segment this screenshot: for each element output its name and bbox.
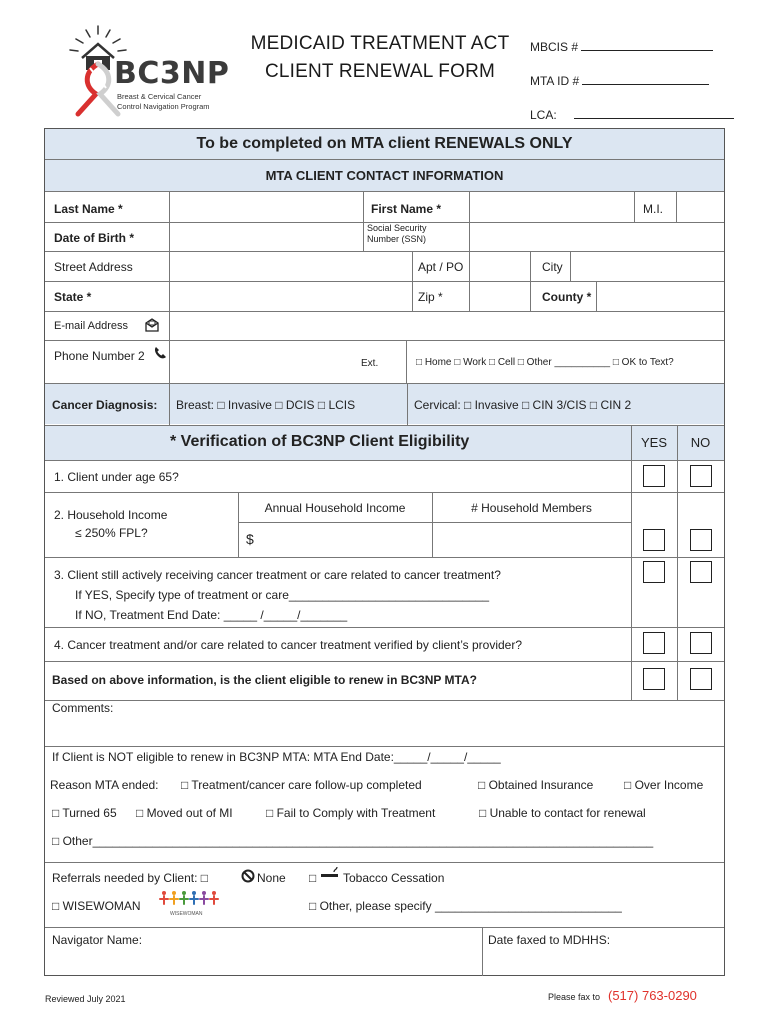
divider (45, 927, 724, 928)
q3-no-checkbox[interactable] (690, 561, 712, 583)
mbcis-input-line[interactable] (581, 39, 713, 51)
city-input[interactable] (571, 252, 724, 281)
last-name-input[interactable] (170, 192, 363, 222)
q2-yes-checkbox[interactable] (643, 529, 665, 551)
referral-tobacco-checkbox[interactable]: □ (309, 871, 317, 885)
referral-wisewoman[interactable]: □ WISEWOMAN (52, 899, 141, 913)
phone-input[interactable] (170, 341, 350, 383)
question-4: 4. Cancer treatment and/or care related to cancer treatment verified by client’s provider? (54, 638, 523, 652)
q1-no-checkbox[interactable] (690, 465, 712, 487)
street-input[interactable] (170, 252, 412, 281)
dob-input[interactable] (170, 223, 363, 251)
county-input[interactable] (597, 282, 724, 311)
divider (363, 191, 364, 251)
yes-column-header: YES (640, 435, 667, 450)
q3-yes-checkbox[interactable] (643, 561, 665, 583)
mbcis-field[interactable] (530, 39, 713, 54)
divider (45, 557, 724, 558)
household-members-label: # Household Members (471, 501, 592, 515)
reason-unable-to-contact[interactable]: □ Unable to contact for renewal (479, 806, 646, 820)
comments-label: Comments: (52, 701, 114, 715)
question-3-line-3[interactable]: If NO, Treatment End Date: _____ /_____/_______ (75, 608, 348, 622)
county-label: County * (542, 290, 592, 304)
ssn-input[interactable] (470, 223, 724, 251)
reason-over-income[interactable]: □ Over Income (624, 778, 704, 792)
divider (45, 492, 724, 493)
divider (45, 661, 724, 662)
q1-yes-checkbox[interactable] (643, 465, 665, 487)
q2-no-checkbox[interactable] (690, 529, 712, 551)
logo-subtitle-2: Control Navigation Program (117, 102, 210, 111)
date-faxed-label: Date faxed to MDHHS: (488, 933, 611, 947)
question-3-line-1: 3. Client still actively receiving cancer treatment or care related to cancer treatment? (54, 568, 501, 582)
cancer-diagnosis-label: Cancer Diagnosis: (52, 398, 158, 412)
envelope-icon (144, 317, 160, 333)
q4-no-checkbox[interactable] (690, 632, 712, 654)
divider (45, 383, 724, 384)
divider (45, 340, 724, 341)
navigator-name-label: Navigator Name: (52, 933, 143, 947)
contact-info-heading: MTA CLIENT CONTACT INFORMATION (265, 168, 504, 183)
zip-input[interactable] (470, 282, 530, 311)
divider (45, 460, 724, 461)
referral-tobacco-cessation[interactable]: Tobacco Cessation (343, 871, 445, 885)
phone-type-options[interactable]: □ Home □ Work □ Cell □ Other __________ □ OK to Text? (416, 357, 674, 368)
date-faxed-input[interactable] (483, 948, 723, 975)
fax-label: Please fax to (548, 992, 601, 1002)
last-name-label: Last Name * (54, 202, 123, 216)
reason-obtained-insurance[interactable]: □ Obtained Insurance (478, 778, 594, 792)
reason-other[interactable]: □ Other____________________________________________________________________________________ (52, 834, 654, 848)
lca-field[interactable] (530, 107, 734, 122)
wisewoman-logo-text: WISEWOMAN (170, 911, 203, 917)
fax-number: (517) 763-0290 (608, 988, 697, 1003)
dob-label: Date of Birth * (54, 231, 135, 245)
reason-label: Reason MTA ended: (50, 778, 159, 792)
divider (530, 251, 531, 311)
apt-label: Apt / PO (418, 260, 464, 274)
question-2-line-2: ≤ 250% FPL? (75, 526, 148, 540)
question-3-line-2[interactable]: If YES, Specify type of treatment or care______________________________ (75, 588, 490, 602)
divider (677, 425, 678, 701)
reason-treatment-completed[interactable]: □ Treatment/cancer care follow-up completed (181, 778, 422, 792)
logo-subtitle-1: Breast & Cervical Cancer (117, 92, 202, 101)
email-input[interactable] (170, 312, 724, 340)
ext-label: Ext. (361, 358, 379, 369)
eligibility-question: Based on above information, is the client eligible to renew in BC3NP MTA? (52, 673, 477, 687)
ssn-label-line-1: Social Security (367, 223, 427, 233)
reviewed-date: Reviewed July 2021 (45, 994, 126, 1004)
divider (412, 251, 413, 311)
form-title-line-2: CLIENT RENEWAL FORM (264, 61, 496, 82)
reason-moved-out[interactable]: □ Moved out of MI (136, 806, 233, 820)
lca-input-line[interactable] (574, 107, 734, 119)
breast-diagnosis-options[interactable]: Breast: □ Invasive □ DCIS □ LCIS (176, 398, 356, 412)
income-dollar-sign: $ (246, 531, 254, 547)
state-label: State * (54, 290, 92, 304)
eligible-yes-checkbox[interactable] (643, 668, 665, 690)
email-label: E-mail Address (54, 320, 128, 332)
comments-input[interactable] (120, 701, 723, 745)
mta-end-date[interactable]: If Client is NOT eligible to renew in BC3NP MTA: MTA End Date:_____/_____/_____ (52, 750, 501, 764)
first-name-input[interactable] (470, 192, 634, 222)
mi-input[interactable] (677, 192, 724, 222)
verification-heading: * Verification of BC3NP Client Eligibility (170, 433, 470, 450)
form-title-line-1: MEDICAID TREATMENT ACT (250, 33, 510, 54)
divider (45, 862, 724, 863)
question-2-line-1: 2. Household Income (54, 508, 168, 522)
city-label: City (542, 260, 563, 274)
q4-yes-checkbox[interactable] (643, 632, 665, 654)
phone-icon (153, 346, 167, 360)
mta-id-input-line[interactable] (582, 73, 709, 85)
question-1: 1. Client under age 65? (54, 470, 179, 484)
mi-label: M.I. (643, 202, 663, 216)
divider (169, 383, 170, 425)
no-column-header: NO (690, 435, 711, 450)
ssn-label-line-2: Number (SSN) (367, 234, 427, 244)
first-name-label: First Name * (371, 202, 442, 216)
apt-input[interactable] (470, 252, 530, 281)
bc3np-logo (62, 22, 232, 118)
mbcis-label: MBCIS # (530, 40, 579, 54)
divider (45, 425, 724, 426)
eligible-no-checkbox[interactable] (690, 668, 712, 690)
mta-id-field[interactable] (530, 73, 709, 88)
renewals-only-heading: To be completed on MTA client RENEWALS ONLY (196, 135, 573, 152)
annual-income-input[interactable] (258, 523, 432, 557)
reason-fail-to-comply[interactable]: □ Fail to Comply with Treatment (266, 806, 436, 820)
divider (45, 746, 724, 747)
divider (406, 340, 407, 383)
navigator-name-input[interactable] (45, 948, 481, 975)
referrals-label: Referrals needed by Client: □ (52, 871, 208, 885)
divider (45, 159, 724, 160)
household-members-input[interactable] (433, 523, 631, 557)
street-label: Street Address (54, 260, 133, 274)
logo-text: BC3NP (114, 56, 230, 91)
mta-id-label: MTA ID # (530, 74, 580, 88)
divider (631, 425, 632, 701)
lca-label: LCA: (530, 108, 557, 122)
divider (634, 191, 635, 222)
divider (407, 383, 408, 425)
referral-other[interactable]: □ Other, please specify ____________________________ (309, 899, 622, 913)
zip-label: Zip * (418, 290, 443, 304)
annual-income-label: Annual Household Income (264, 501, 406, 515)
state-input[interactable] (170, 282, 412, 311)
cervical-diagnosis-options[interactable]: Cervical: □ Invasive □ CIN 3/CIS □ CIN 2 (414, 398, 632, 412)
phone-label: Phone Number 2 (54, 349, 145, 363)
none-icon (241, 869, 255, 883)
divider (45, 627, 724, 628)
cigarette-icon (320, 866, 340, 880)
reason-turned-65[interactable]: □ Turned 65 (52, 806, 117, 820)
ssn-label (367, 223, 467, 245)
referral-none[interactable]: None (257, 871, 286, 885)
